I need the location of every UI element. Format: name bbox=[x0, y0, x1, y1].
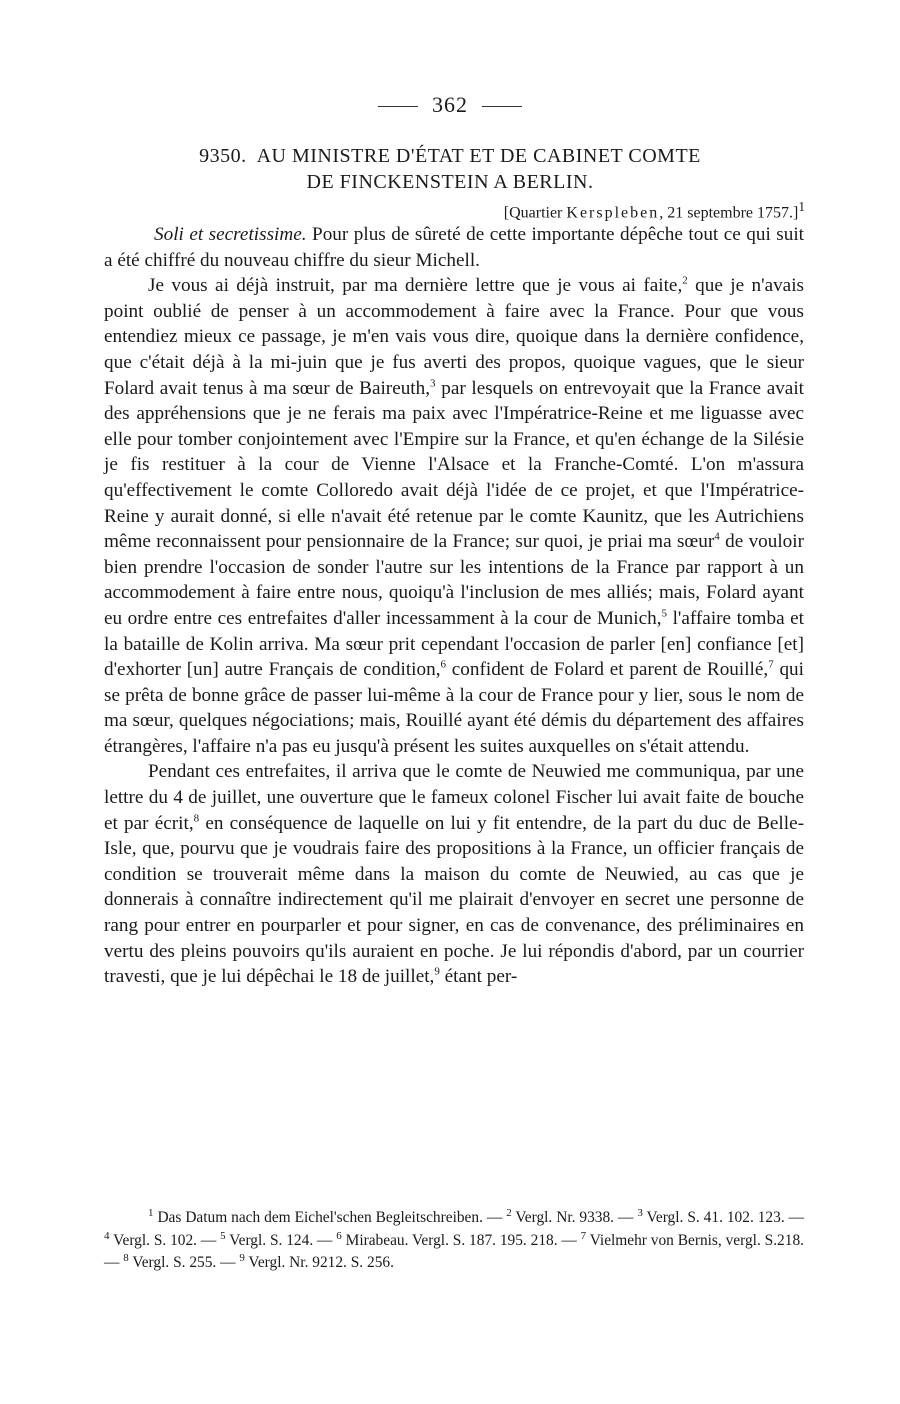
footnote-text: Vergl. Nr. 9338. — bbox=[511, 1209, 638, 1226]
footnote-text: Vergl. S. 41. 102. 123. — bbox=[642, 1209, 804, 1226]
footnote-text: Vergl. Nr. 9212. S. 256. bbox=[244, 1254, 394, 1271]
footnote-ref: 6 bbox=[440, 658, 446, 671]
footnote-text: Vergl. S. 255. — bbox=[128, 1254, 240, 1271]
footnote-ref: 3 bbox=[430, 377, 436, 390]
footnote-ref: 8 bbox=[193, 812, 200, 825]
paragraph-text: que je n'avais point oublié de penser à un accommodement à faire avec la France. Pour que vous entendiez mieux ce passage, je m'en vais vous dire, quoique dans la dernière confidence, que c'était déjà à la mi-juin que je fus averti des propos, quoique vagues, que le sieur Folard avait tenus à ma sœur de Baireuth, bbox=[104, 275, 805, 399]
footnote-ref: 5 bbox=[661, 607, 667, 620]
page-header bbox=[0, 92, 900, 118]
paragraph-text: qui se prêta de bonne grâce de passer lui-même à la cour de France pour y lier, sous le nom de ma sœur, quelques négociations; mais, Rouillé ayant été démis du département des affaires étrangères, l'affaire n'a pas eu jusqu'à présent les suites auxquelles on s'était attendu. bbox=[104, 659, 804, 757]
title-text-1: AU MINISTRE D'ÉTAT ET DE CABINET COMTE bbox=[256, 145, 701, 167]
footnote-marker: 2 bbox=[506, 1206, 512, 1219]
title-line-1 bbox=[100, 143, 800, 169]
footnote-text: Das Datum nach dem Eichel'schen Begleitschreiben. — bbox=[153, 1209, 507, 1226]
paragraph-3 bbox=[104, 759, 804, 989]
header-dash-right bbox=[482, 106, 522, 107]
footnote-ref: 4 bbox=[714, 530, 720, 543]
salutation-italic: Soli et secretissime. bbox=[154, 224, 307, 245]
paragraph-2 bbox=[104, 273, 804, 759]
footnotes bbox=[104, 1207, 804, 1275]
letter-number: 9350. bbox=[199, 145, 247, 167]
paragraph-text: confident de Folard et parent de Rouillé, bbox=[446, 659, 769, 681]
letter-title bbox=[100, 143, 800, 195]
dateline-prefix: [Quartier bbox=[503, 204, 567, 222]
paragraph-text: étant per- bbox=[439, 966, 518, 988]
footnote-marker: 9 bbox=[239, 1251, 245, 1264]
footnote-marker: 8 bbox=[123, 1251, 129, 1264]
dateline bbox=[504, 199, 805, 222]
footnote-marker: 5 bbox=[220, 1229, 226, 1242]
footnote-text: Vergl. S. 102. — bbox=[109, 1231, 221, 1249]
footnote-marker: 7 bbox=[580, 1229, 587, 1242]
header-dash-left bbox=[378, 106, 418, 107]
footnote-ref: 1 bbox=[798, 199, 805, 214]
footnote-text: Vielmehr von Bernis, vergl. S.218. — bbox=[104, 1231, 804, 1271]
dateline-date: , 21 septembre 1757.] bbox=[659, 204, 799, 222]
paragraph-text: Pendant ces entrefaites, il arriva que le comte de Neuwied me communiqua, par une lettre du 4 de juillet, une ouverture que le fameux colonel Fischer lui avait faite de bouche et par écrit, bbox=[104, 761, 804, 834]
paragraph-text: l'affaire tomba et la bataille de Kolin arriva. Ma sœur prit cependant l'occasion de parler [en] confiance [et] d'exhorter [un] autre Français de condition, bbox=[104, 607, 805, 681]
paragraph-text: de vouloir bien prendre l'occasion de sonder l'autre sur les intentions de la France par rapport à un accommodement à faire entre nous, quoiqu'à l'inclusion de mes alliés; mais, Folard ayant eu ordre entre ces entrefaites d'aller incessamment à la cour de Munich, bbox=[104, 531, 804, 629]
title-line-2: DE FINCKENSTEIN A BERLIN. bbox=[306, 171, 594, 193]
paragraph-text: en conséquence de laquelle on lui y fit entendre, de la part du duc de Belle-Isle, que, pourvu que je voudrais faire des propositions à la France, un officier français de condition se trouverait même dans la maison du comte de Neuwied, au cas que je donnerais à connaître indirectement qu'il me plairait d'envoyer en secret une personne de rang pour entrer en pourparler et pour signer, en cas de convenance, des préliminaires en vertu des pleins pouvoirs qu'ils auraient en poche. Je lui répondis d'abord, par un courrier travesti, que je lui dépêchai le 18 de juillet, bbox=[104, 812, 804, 988]
paragraph-text: par lesquels on entrevoyait que la France avait des appréhensions que je ne ferais ma paix avec l'Impératrice-Reine et me liguasse avec elle pour tomber conjointement avec l'Empire sur la France, et qu'en échange de la Silésie je fis restituer à la cour de Vienne l'Alsace et la Franche-Comté. L'on m'assura qu'effectivement le comte Colloredo avait déjà l'idée de ce projet, et que l'Impératrice-Reine y aurait donné, si elle n'avait été retenue par le comte Kaunitz, que les Autrichiens même reconnaissent pour pensionnaire de la France; sur quoi, je priai ma sœur bbox=[104, 377, 804, 553]
footnote-marker: 1 bbox=[148, 1206, 154, 1219]
footnote-text: Vergl. S. 124. — bbox=[225, 1231, 337, 1249]
footnote-marker: 6 bbox=[336, 1229, 342, 1242]
paragraph-text: Pour plus de sûreté de cette importante dépêche tout ce qui suit a été chiffré du nouveau chiffre du sieur Michell. bbox=[104, 224, 804, 271]
paragraph-text: Je vous ai déjà instruit, par ma dernière lettre que je vous ai faite, bbox=[148, 275, 683, 297]
dateline-place: Kerspleben bbox=[566, 204, 660, 222]
page-number: 362 bbox=[432, 92, 468, 117]
footnote-block bbox=[104, 1207, 804, 1275]
footnote-ref: 7 bbox=[768, 658, 774, 671]
footnote-ref: 2 bbox=[682, 274, 688, 287]
letter-body bbox=[104, 222, 804, 990]
footnote-text: Mirabeau. Vergl. S. 187. 195. 218. — bbox=[341, 1231, 581, 1249]
footnote-marker: 3 bbox=[637, 1206, 643, 1219]
footnote-ref: 9 bbox=[434, 965, 440, 978]
footnote-marker: 4 bbox=[104, 1229, 110, 1242]
paragraph-1 bbox=[104, 222, 804, 273]
